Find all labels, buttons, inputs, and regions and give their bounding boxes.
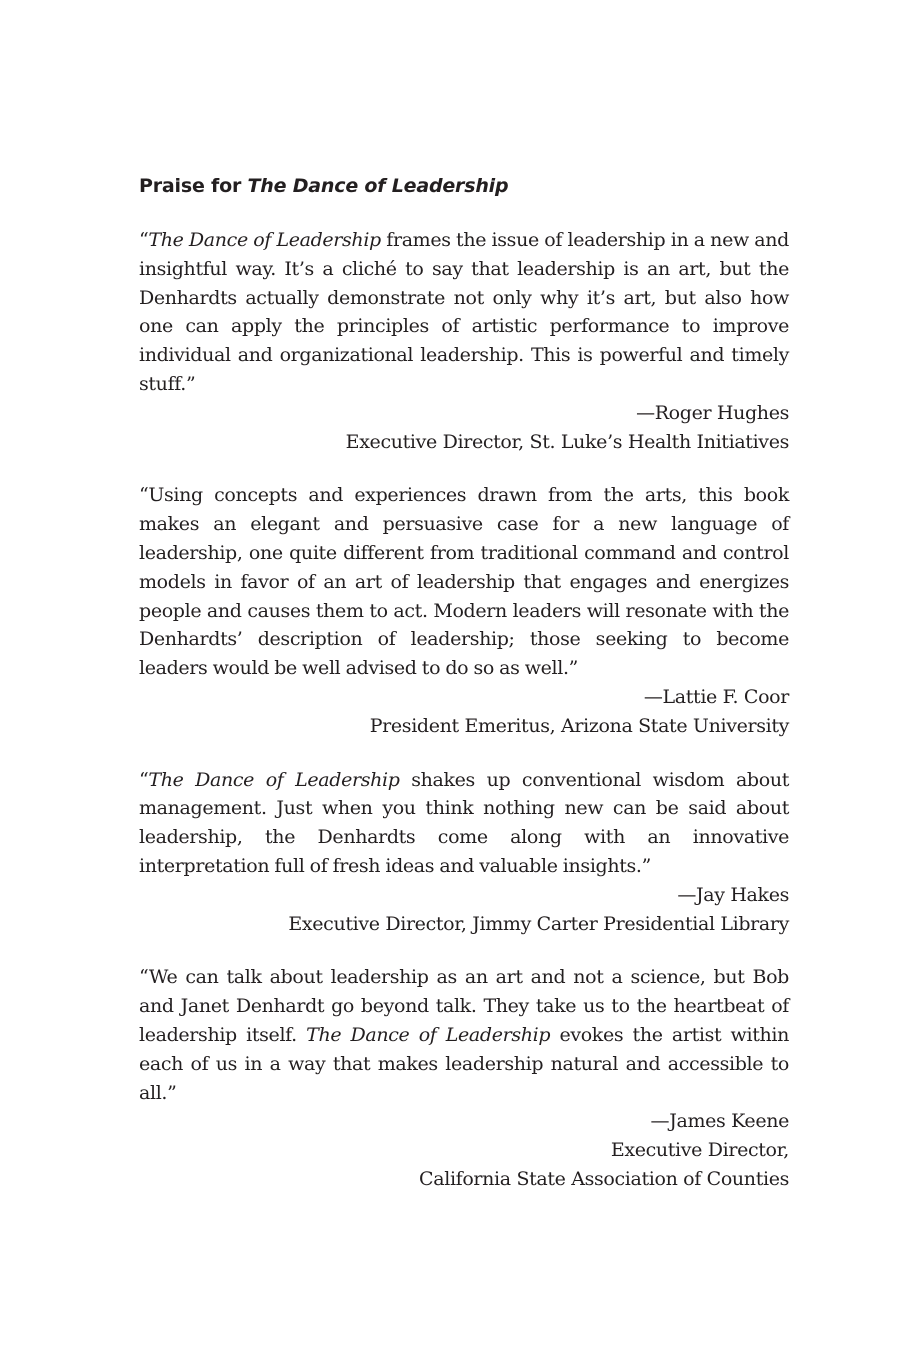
endorser-organization: California State Association of Counties — [419, 1167, 789, 1190]
endorsement-2 — [139, 481, 789, 740]
quote-book-title: The Dance of Leadership — [148, 768, 400, 791]
endorsement-quote — [139, 481, 789, 683]
quote-segment: “We can talk about leadership as an art and not a science, but Bob and Janet Denhardt go beyond talk. They take us to the heartbeat of leadership itself. — [139, 966, 789, 1046]
quote-segment: “Using concepts and experiences drawn from the arts, this book makes an elegant and persuasive case for a new language of leadership, one quite different from traditional command and control models in favor of an art of leadership that engages and energizes people and causes them to act. Modern leaders will resonate with the Denhardts’ description of leadership; those seeking to become leaders would be well advised to do so as well.” — [139, 484, 789, 680]
endorsement-quote — [139, 963, 789, 1107]
heading-book-title: The Dance of Leadership — [247, 175, 509, 197]
endorser-title: President Emeritus, Arizona State University — [369, 714, 789, 737]
praise-page — [139, 170, 789, 1219]
endorsement-quote — [139, 226, 789, 399]
endorser-title: Executive Director, — [610, 1139, 789, 1162]
endorser-title: Executive Director, Jimmy Carter Presidential Library — [288, 912, 789, 935]
quote-segment: frames the issue of leadership in a new and insightful way. It’s a cliché to say that leadership is an art, but the Denhardts actually demonstrate not only why it’s art, but also how one can apply the principles of artistic performance to improve individual and organizational leadership. This is powerful and timely stuff.” — [139, 229, 789, 395]
endorser-name: —Roger Hughes — [636, 401, 789, 424]
endorsement-1 — [139, 226, 789, 456]
endorsement-attribution — [139, 683, 789, 741]
quote-segment: “ — [139, 768, 149, 791]
quote-segment: evokes the artist within each of us in a way that makes leadership natural and accessible to all.” — [139, 1023, 789, 1104]
endorsement-3 — [139, 766, 789, 939]
endorsement-attribution — [139, 399, 789, 457]
endorser-name: —James Keene — [650, 1110, 789, 1133]
endorsement-attribution — [139, 881, 789, 939]
quote-book-title: The Dance of Leadership — [148, 229, 381, 251]
endorsement-attribution — [139, 1107, 789, 1193]
endorser-name: —Jay Hakes — [677, 883, 789, 906]
endorsement-quote — [139, 766, 789, 881]
quote-segment: shakes up conventional wisdom about management. Just when you think nothing new can be said about leadership, the Denhardts come along with an innovative interpretation full of fresh ideas and valuable insights.” — [139, 768, 789, 877]
endorsement-4 — [139, 963, 789, 1193]
endorser-title: Executive Director, St. Luke’s Health Initiatives — [345, 430, 789, 453]
endorser-name: —Lattie F. Coor — [643, 685, 789, 708]
praise-heading — [139, 170, 789, 202]
quote-book-title: The Dance of Leadership — [306, 1023, 551, 1046]
quote-segment: “ — [139, 229, 149, 251]
heading-prefix: Praise for — [139, 175, 248, 197]
